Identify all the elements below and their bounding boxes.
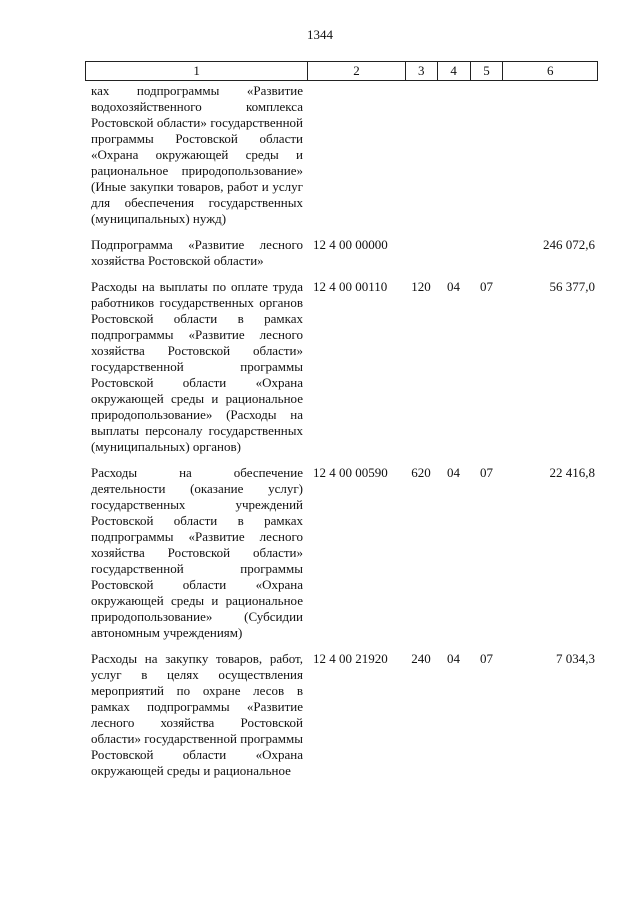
row-name: Расходы на обеспечение деятельности (оказание услуг) государственных учреждений Ростовской области в рамках подпрограммы «Развитие лесного хозяйства Ростовской области» государственной программы Ростовской области «Охрана окружающей среды и рациональное природопользование» (Субсидии автономным учреждениям) (91, 465, 303, 640)
row-name: Расходы на выплаты по оплате труда работников государственных органов Ростовской области в рамках подпрограммы «Развитие лесного хозяйства Ростовской области» государственной программы Ростовской области «Охрана окружающей среды и рациональное природопользование» (Расходы на выплаты персоналу государственных (муниципальных) органов) (91, 279, 303, 454)
row-rz (437, 83, 470, 227)
header-col-3: 3 (405, 62, 437, 80)
header-col-4: 4 (437, 62, 470, 80)
row-code (307, 83, 405, 227)
table-row (85, 237, 598, 269)
row-pr: 07 (480, 279, 493, 294)
table-row (85, 465, 598, 641)
header-col-2: 2 (307, 62, 405, 80)
row-rz (437, 237, 470, 269)
row-vr: 240 (411, 651, 431, 666)
row-code: 12 4 00 00590 (313, 465, 388, 480)
row-rz: 04 (447, 279, 460, 294)
row-code: 12 4 00 00110 (313, 279, 388, 294)
row-sum: 56 377,0 (549, 279, 595, 294)
table-row (85, 83, 598, 227)
row-vr: 120 (411, 279, 431, 294)
table-header (85, 61, 598, 81)
row-rz: 04 (447, 465, 460, 480)
header-col-5: 5 (470, 62, 503, 80)
row-sum: 7 034,3 (556, 651, 595, 666)
row-pr: 07 (480, 651, 493, 666)
row-vr (405, 237, 437, 269)
row-pr (470, 237, 503, 269)
row-sum: 22 416,8 (549, 465, 595, 480)
table-row (85, 279, 598, 455)
row-code: 12 4 00 00000 (313, 237, 388, 252)
row-sum (503, 83, 598, 227)
row-pr (470, 83, 503, 227)
header-col-6: 6 (502, 62, 597, 80)
header-col-1: 1 (193, 63, 200, 78)
row-name: Подпрограмма «Развитие лесного хозяйства Ростовской области» (91, 237, 303, 268)
row-vr (405, 83, 437, 227)
row-sum: 246 072,6 (543, 237, 595, 252)
row-name: Расходы на закупку товаров, работ, услуг в целях осуществления мероприятий по охране лесов в рамках подпрограммы «Развитие лесного хозяйства Ростовской области» государственной программы Ростовской области «Охрана окружающей среды и рациональное (91, 651, 303, 778)
budget-table (85, 61, 598, 779)
row-name: ках подпрограммы «Развитие водохозяйственного комплекса Ростовской области» государственной программы Ростовской области «Охрана окружающей среды и рациональное природопользование» (Иные закупки товаров, работ и услуг для обеспечения государственных (муниципальных) нужд) (91, 83, 303, 226)
row-code: 12 4 00 21920 (313, 651, 388, 666)
row-rz: 04 (447, 651, 460, 666)
table-row (85, 651, 598, 779)
row-vr: 620 (411, 465, 431, 480)
page-number: 1344 (307, 27, 333, 42)
row-pr: 07 (480, 465, 493, 480)
